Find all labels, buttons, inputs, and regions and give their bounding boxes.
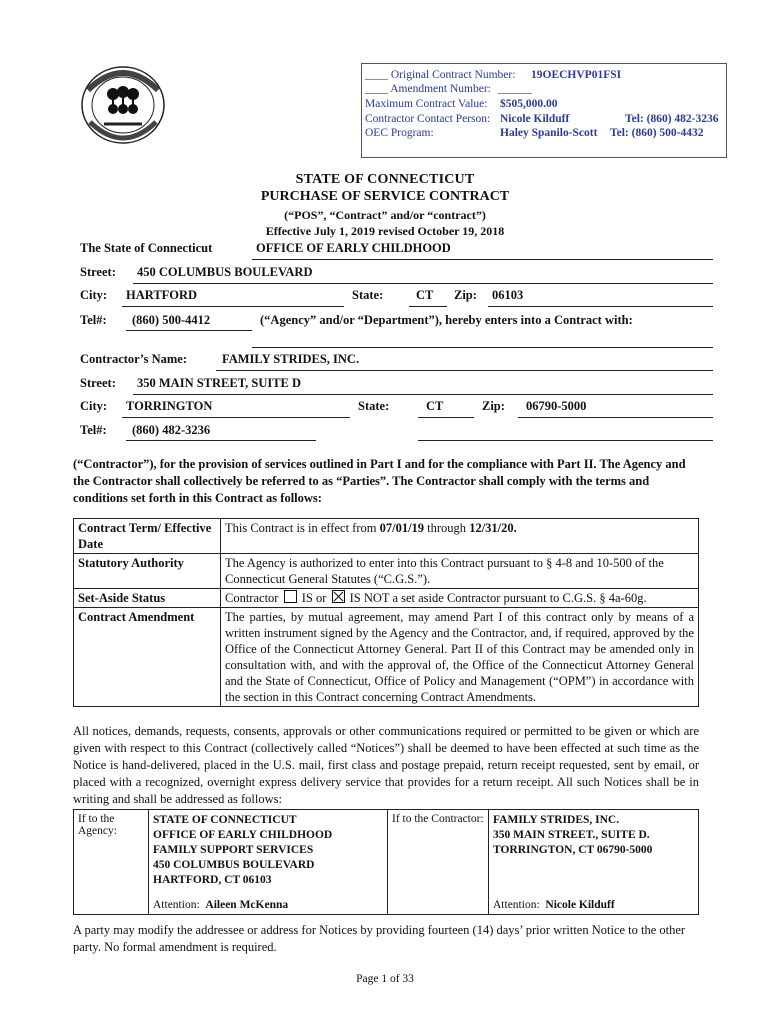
agency-zip: 06103 [492, 288, 524, 302]
contractor-address-line: FAMILY STRIDES, INC. [493, 814, 620, 826]
agency-city: HARTFORD [126, 288, 198, 302]
contractor-state-label: State: [358, 399, 390, 413]
agency-zip-label: Zip: [454, 288, 477, 302]
max-value-row [365, 97, 558, 111]
contractor-address-line: 350 MAIN STREET., SUITE D. [493, 829, 650, 841]
contractor-city: TORRINGTON [126, 399, 213, 413]
contractor-zip-label: Zip: [482, 399, 505, 413]
table-row [74, 608, 699, 707]
term-end: 12/31/20 [469, 521, 514, 535]
term-value: This Contract is in effect from 07/01/19 through 12/31/20. [221, 519, 699, 554]
notices-paragraph: All notices, demands, requests, consents, approvals or other communications required or permitted to be given or which are given with respect to this Contract (collectively called “Notices”) shall be deemed to have been effected at such time as the Notice is hand-delivered, placed in the U.S. mail, first class and postage prepaid, return receipt requested, sent by email, or placed with a recognized, overnight express delivery service that provides for a return receipt. All such Notices shall be in writing and shall be addressed as follows: [73, 724, 699, 806]
term-start: 07/01/19 [379, 521, 425, 535]
original-contract-row [365, 68, 622, 82]
contractor-street: 350 MAIN STREET, SUITE D [137, 376, 302, 390]
intro-paragraph: (“Contractor”), for the provision of services outlined in Part I and for the compliance with Part II. The Agency and the Contractor shall collectively be referred to as “Parties”. The Contractor shall comply with the terms and conditions set forth in this Contract as follows: [73, 457, 686, 505]
agency-notice-address [149, 810, 388, 915]
contractor-city-label: City: [80, 399, 108, 413]
agency-street: 450 COLUMBUS BOULEVARD [137, 265, 313, 279]
page-number: Page 1 of 33 [356, 973, 414, 985]
agency-notice-label: If to the Agency: [74, 810, 149, 915]
contract-info-box [361, 63, 727, 158]
agency-enters-text: (“Agency” and/or “Department”), hereby enters into a Contract with: [260, 313, 633, 327]
contractor-tel-label: Tel#: [80, 423, 107, 437]
amendment-number-label: ____ Amendment Number: [365, 83, 491, 95]
contact-name: Nicole Kilduff [500, 113, 570, 125]
original-contract-label: ____ Original Contract Number: [365, 69, 516, 81]
program-row [365, 126, 723, 140]
program-tel: Tel: (860) 500-4432 [610, 127, 704, 139]
agency-attention: Attention: Aileen McKenna [153, 899, 289, 911]
amendment-text: The parties, by mutual agreement, may amend Part I of this contract only by means of a written instrument signed by the Agency and the Contractor, and, if required, approved by the Office of the Connecticut Attorney General. Part II of this Contract may be amended only in consultation with, and with the approval of, the Office of the Connecticut Attorney General and the State of Connecticut, Office of Policy and Management (“OPM”) in accordance with the section in this Contract concerning Contract Amendments. [221, 608, 699, 707]
title-state: STATE OF CONNECTICUT [295, 172, 475, 187]
setaside-is-not-checkbox[interactable] [332, 590, 345, 603]
contact-label: Contractor Contact Person: [365, 113, 491, 125]
table-row [74, 589, 699, 608]
agency-state-label: State: [352, 288, 384, 302]
original-contract-number: 19OECHVP01FSI [531, 69, 622, 81]
title-effective: Effective July 1, 2019 revised October 19, 2018 [265, 224, 505, 238]
contact-tel: Tel: (860) 482-3236 [625, 113, 719, 125]
table-row [74, 810, 699, 915]
contractor-attention: Attention: Nicole Kilduff [493, 899, 615, 911]
agency-state: CT [416, 288, 434, 302]
contractor-notice-address [489, 810, 699, 915]
authority-label: Statutory Authority [74, 554, 221, 589]
setaside-label: Set-Aside Status [74, 589, 221, 608]
amendment-label: Contract Amendment [74, 608, 221, 707]
program-label: OEC Program: [365, 127, 434, 139]
setaside-is-checkbox[interactable] [284, 590, 297, 603]
amendment-number-value: ______ [497, 83, 533, 95]
amendment-number-row [365, 82, 532, 96]
authority-text: The Agency is authorized to enter into this Contract pursuant to § 4-8 and 10-500 of the Connecticut General Statutes (“C.G.S.”). [221, 554, 699, 589]
max-value: $505,000.00 [500, 98, 558, 110]
program-name: Haley Spanilo-Scott [500, 127, 598, 139]
contractor-zip: 06790-5000 [526, 399, 587, 413]
contractor-street-label: Street: [80, 376, 116, 390]
max-value-label: Maximum Contract Value: [365, 98, 488, 110]
contractor-notice-label: If to the Contractor: [388, 810, 489, 915]
contractor-tel: (860) 482-3236 [132, 423, 211, 437]
table-row [74, 554, 699, 589]
agency-city-label: City: [80, 288, 108, 302]
agency-address-line: FAMILY SUPPORT SERVICES [153, 844, 314, 856]
table-row [74, 519, 699, 554]
agency-address-line: 450 COLUMBUS BOULEVARD [153, 859, 315, 871]
contractor-name: FAMILY STRIDES, INC. [222, 352, 360, 366]
setaside-value: Contractor IS or IS NOT a set aside Contractor pursuant to C.G.S. § 4a-60g. [221, 589, 699, 608]
contract-terms-table [73, 518, 699, 707]
title-contract: PURCHASE OF SERVICE CONTRACT [260, 189, 510, 204]
contractor-address-line: TORRINGTON, CT 06790-5000 [493, 844, 653, 856]
term-label: Contract Term/ Effective Date [74, 519, 221, 554]
footer-paragraph: A party may modify the addressee or address for Notices by providing fourteen (14) days’ prior written Notice to the other party. No formal amendment is required. [73, 923, 686, 954]
agency-tel: (860) 500-4412 [132, 313, 211, 327]
state-seal [80, 62, 166, 148]
agency-address-line: HARTFORD, CT 06103 [153, 874, 272, 886]
title-aliases: (“POS”, “Contract” and/or “contract”) [284, 208, 486, 222]
contractor-name-label: Contractor’s Name: [80, 352, 188, 366]
agency-address-line: STATE OF CONNECTICUT [153, 814, 297, 826]
notice-address-table [73, 809, 699, 915]
agency-address-line: OFFICE OF EARLY CHILDHOOD [153, 829, 333, 841]
agency-tel-label: Tel#: [80, 313, 107, 327]
contact-row [365, 112, 723, 126]
state-label: The State of Connecticut [80, 241, 213, 255]
agency-name: OFFICE OF EARLY CHILDHOOD [256, 241, 451, 255]
contractor-state: CT [426, 399, 444, 413]
agency-street-label: Street: [80, 265, 116, 279]
